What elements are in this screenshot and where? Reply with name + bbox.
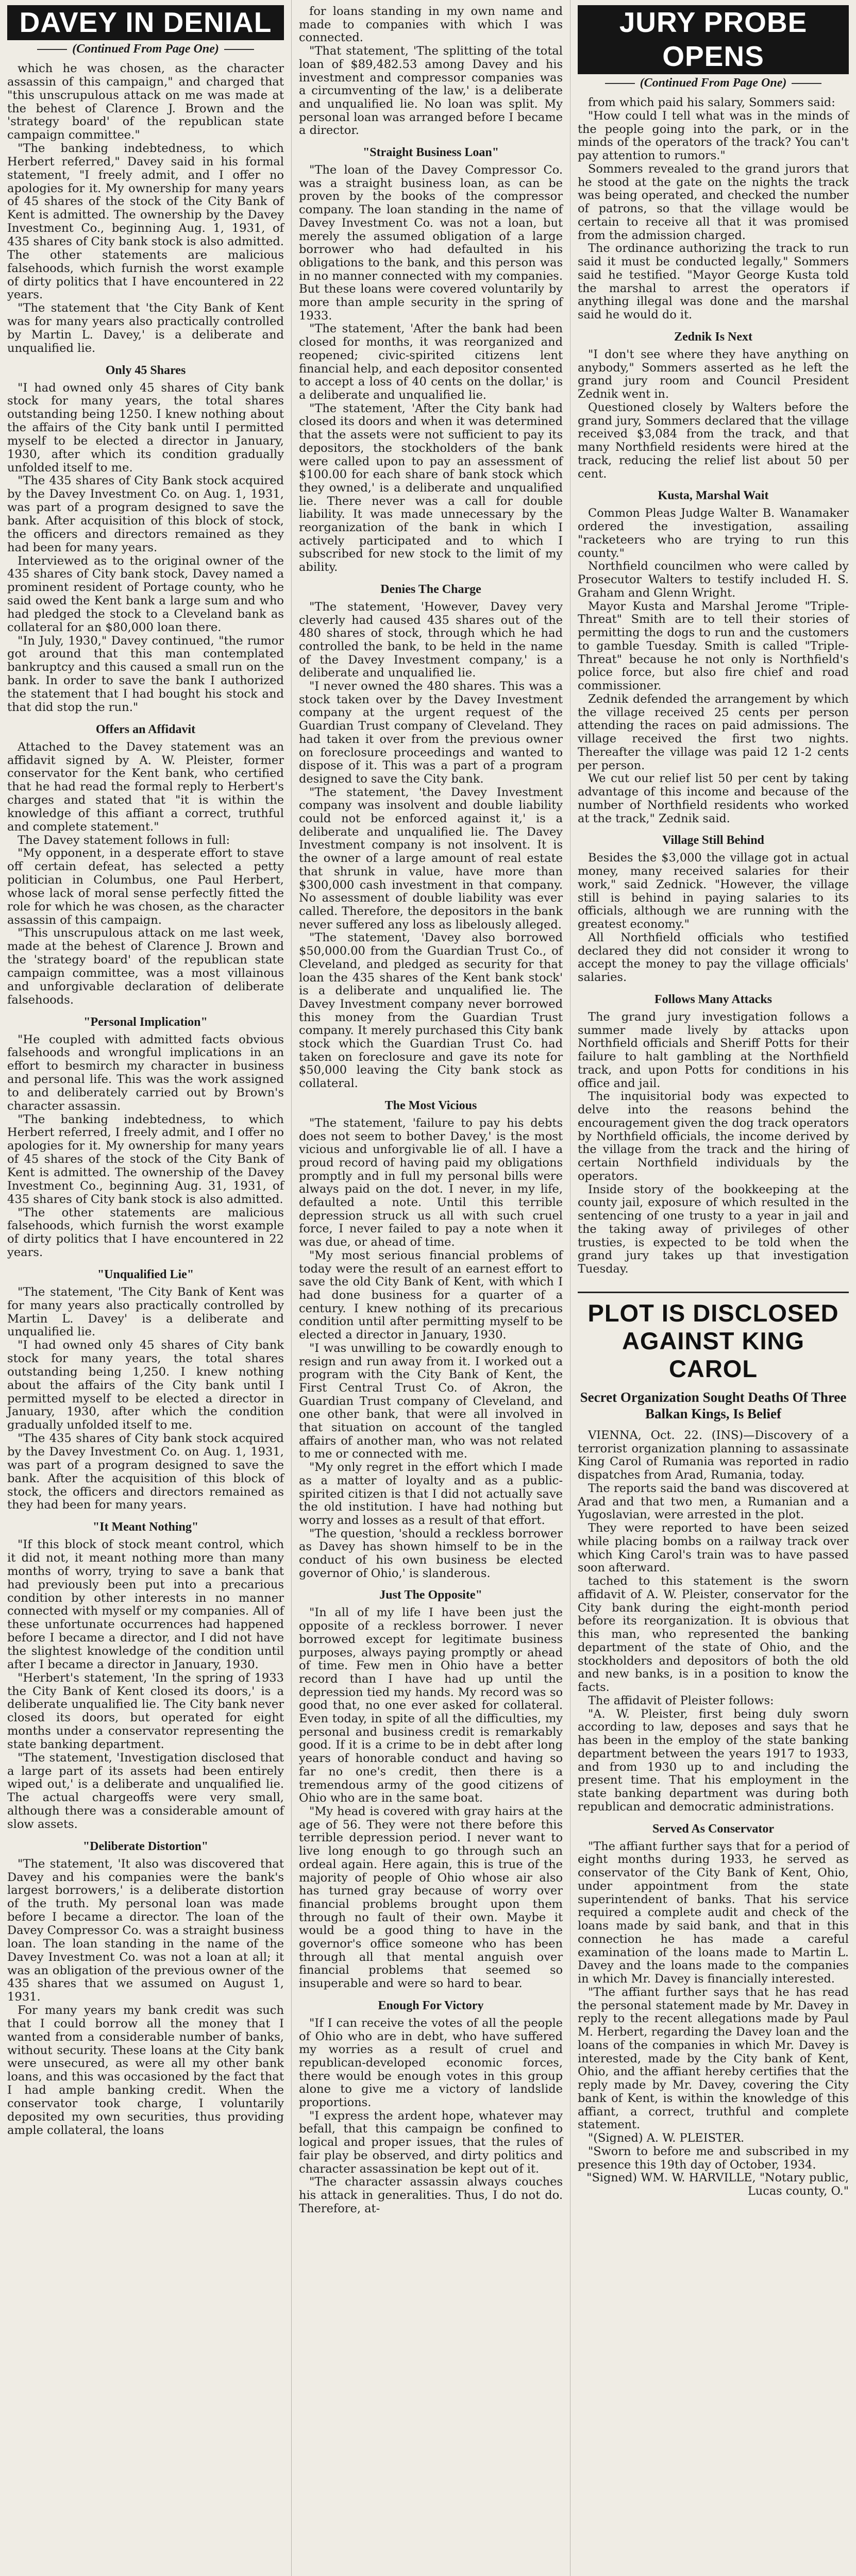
paragraph: "The statement that 'the City Bank of Kent was for many years also practically controlled by Martin L. Davey,' is a deliberate and unqualified lie. — [7, 301, 284, 355]
paragraph: "A. W. Pleister, first being duly sworn according to law, deposes and says that he has been in the employ of the state banking department between the years 1917 to 1933, and from 1930 up to and including the present time. That his employment in the state banking department was during both republican and democratic administrations. — [578, 1707, 849, 1814]
paragraph: "If this block of stock meant control, which it did not, it meant nothing more than many months of worry, trying to save a bank that had previously been put into a precarious condition by other interests in no manner connected with myself or my companies. All of these unfortunate occurrences had happened before I became a director, and I did not have the slightest knowledge of the condition until after I became a director in January, 1930. — [7, 1538, 284, 1671]
paragraph: which he was chosen, as the character assassin of this campaign," and charged that "this unscrupulous attack on me was made at the behest of Clarence J. Brown and the 'strategy board' of the republican state campaign committee." — [7, 62, 284, 142]
paragraph: All Northfield officials who testified declared they did not consider it wrong to accept the money to pay the village officials' salaries. — [578, 930, 849, 984]
paragraph: "The statement, 'However, Davey very cleverly had caused 435 shares out of the 480 shares of stock, through which he had controlled the bank, to be held in the name of the Davey Investment company,' is a deliberate and unqualified lie. — [299, 600, 563, 680]
paragraph: "The banking indebtedness, to which Herbert referred, I freely admit, and I offer no apologies for it. My ownership for many years of 45 shares of the stock of the City Bank of Kent is admitted. The ownership of the Davey Investment Co., beginning Aug. 31, 1931, of 435 shares of City bank stock is also admitted. — [7, 1112, 284, 1206]
paragraph: The Davey statement follows in full: — [18, 833, 230, 847]
subheading: Enough For Victory — [378, 1998, 484, 2012]
subheading: "Deliberate Distortion" — [82, 1839, 209, 1853]
paragraph: "My most serious financial problems of today were the result of an earnest effort to save the old City Bank of Kent, with which I had done business for a quarter of a century. I knew nothing of its precarious condition until after permitting myself to be elected a director in January, 1930. — [299, 1248, 563, 1342]
paragraph: "The loan of the Davey Compressor Co. was a straight business loan, as can be proven by the books of the compressor company. The loan standing in the name of Davey Investment Co. was not a loan, but merely the assumed obligation of a large borrower who had defaulted in his obligations to the bank, and this person was in no manner connected with my companies. But these loans were covered voluntarily by more than ample security in the spring of 1933. — [299, 163, 563, 323]
paragraph: "I had owned only 45 shares of City bank stock for many years, the total shares outstanding being 1250. I knew nothing about the affairs of the City bank until I permitted myself to be elected a director in January, 1930, after which its condition gradually unfolded itself to me. — [7, 381, 284, 474]
paragraph: "That statement, 'The splitting of the total loan of $89,482.53 among Davey and his investment and compressor companies was a circumventing of the law,' is a deliberate and unqualified lie. No loan was split. My personal loan was arranged before I became a director. — [299, 44, 563, 138]
paragraph: The inquisitorial body was expected to delve into the reasons behind the encouragement given the dog track operators by Northfield officials, the income derived by the village from the track and the hiring of certain Northfield individuals by the operators. — [578, 1090, 849, 1183]
continued-line: (Continued From Page One) — [7, 42, 284, 56]
paragraph: The reports said the band was discovered at Arad and that two men, a Rumanian and a Yugoslavian, were arrested in the plot. — [578, 1481, 849, 1522]
subheadline-deck: Secret Organization Sought Deaths Of Three Balkan Kings, Is Belief — [580, 1389, 847, 1421]
paragraph: "The question, 'should a reckless borrower as Davey has shown himself to be in the conduct of his own business be elected governor of Ohio,' is slanderous. — [299, 1527, 563, 1580]
headline-plot-disclosed: PLOT IS DISCLOSED AGAINST KING CAROL — [588, 1299, 839, 1382]
headline-box — [7, 5, 284, 40]
paragraph: Sommers revealed to the grand jurors that he stood at the gate on the nights the track was being operated, and checked the number of patrons, so that the village would be certain to receive all that it was promised from the admission charged. — [578, 162, 849, 242]
article-body — [7, 62, 284, 2138]
article-body — [578, 1429, 849, 2198]
paragraph: Interviewed as to the original owner of the 435 shares of City bank stock, Davey named a prominent resident of Portage county, who he said owed the Kent bank a large sum and who had pledged the stock to a Cleveland bank as collateral for an $80,000 loan there. — [7, 554, 284, 634]
paragraph: "Herbert's statement, 'In the spring of 1933 the City Bank of Kent closed its doors,' is a deliberate unqualified lie. The City bank never closed its doors, but operated for eight months under a conservator representing the state banking department. — [7, 1671, 284, 1751]
paragraph: Inside story of the bookkeeping at the county jail, exposure of which resulted in the sentencing of one trusty to a year in jail and the taking away of privileges of other trusties, is expected to be told when the grand jury takes up that investigation Tuesday. — [578, 1182, 849, 1276]
article-body — [578, 96, 849, 1276]
paragraph: "The 435 shares of City bank stock acquired by the Davey Investment Co. on Aug. 1, 1931, was part of a program designed to save the bank. After the acquisition of this block of stock, the officers and directors remained as they had been for many years. — [7, 1432, 284, 1512]
subheading: Served As Conservator — [652, 1822, 774, 1836]
paragraph: from which paid his salary, Sommers said: — [588, 96, 835, 109]
paragraph: "I express the ardent hope, whatever may befall, that this campaign be confined to logical and proper issues, that the rules of fair play be observed, and dirty politics and character assassination be kept out of it. — [299, 2109, 563, 2176]
paragraph: Mayor Kusta and Marshal Jerome "Triple-Threat" Smith are to tell their stories of permitting the dogs to run and the customers to gamble Tuesday. Smith is called "Triple-Threat" because he not only is Northfield's police force, but also fire chief and road commissioner. — [578, 599, 849, 692]
paragraph: "(Signed) A. W. PLEISTER. — [588, 2131, 745, 2145]
paragraph: "The character assassin always couches his attack in generalities. Thus, I do not do. Therefore, at- — [299, 2175, 563, 2215]
paragraph: "In July, 1930," Davey continued, "the rumor got around that this man contemplated bankruptcy and this caused a small run on the bank. In order to save the bank I authorized the statement that I had bought his stock and that did stop the run." — [7, 634, 284, 714]
paragraph: "My opponent, in a desperate effort to stave off certain defeat, has selected a petty politician in Columbus, one Paul Herbert, whose lack of moral sense perfectly fitted the role for which he was chosen, as the character assassin of this campaign. — [7, 846, 284, 927]
paragraph: "The statement, 'Davey also borrowed $50,000.00 from the Guardian Trust Co., of Cleveland, and pledged as security for that loan the 435 shares of the Kent bank stock' is a deliberate and unqualified lie. The Davey Investment company never borrowed this money from the Guardian Trust company. It merely purchased this City bank stock which the Guardian Trust Co. had taken on foreclosure and gave its note for $50,000 leaving the City bank stock as collateral. — [299, 931, 563, 1091]
subheading: Offers an Affidavit — [95, 722, 196, 736]
headline-box — [578, 5, 849, 74]
paragraph: "The 435 shares of City Bank stock acquired by the Davey Investment Co. on Aug. 1, 1931, was part of a program designed to save the bank. After acquisition of this block of stock, the officers and directors remained as they had been for many years. — [7, 474, 284, 554]
paragraph: tached to this statement is the sworn affidavit of A. W. Pleister, conservator for the City bank during the eight-month period before its reorganization. It is obvious that this man, who represented the banking department of the state of Ohio, and the stockholders and depositors of both the old and new banks, is in a position to know the facts. — [578, 1574, 849, 1694]
paragraph: Questioned closely by Walters before the grand jury, Sommers declared that the village received $3,084 from the track, and that many Northfield residents were hired at the track, reducing the relief list about 50 per cent. — [578, 400, 849, 481]
paragraph: VIENNA, Oct. 22. (INS)—Discovery of a terrorist organization planning to assassinate King Carol of Rumania was reported in radio dispatches from Arad, Rumania, today. — [578, 1428, 849, 1482]
paragraph: "The affiant further says that he has read the personal statement made by Mr. Davey in reply to the recent allegations made by Paul M. Herbert, regarding the Davey loan and the loans of the companies in which Mr. Davey is interested, made by the City bank of Kent, Ohio, and the affiant hereby certifies that the reply made by Mr. Davey, covering the City bank of Kent, is within the knowledge of this affiant, a correct, truthful and complete statement. — [578, 1985, 849, 2132]
subheading: Village Still Behind — [662, 834, 764, 848]
paragraph: The affidavit of Pleister follows: — [588, 1693, 774, 1707]
paragraph: "I never owned the 480 shares. This was a stock taken over by the Davey Investment company at the urgent request of the Guardian Trust company of Cleveland. They had taken it over from the previous owner on foreclosure proceedings and wanted to dispose of it. This was a part of a program designed to save the City bank. — [299, 680, 563, 786]
column-davey-continued — [291, 0, 570, 2576]
paragraph: "The other statements are malicious falsehoods, which furnish the worst example of dirty politics that I have encountered in 22 years. — [7, 1206, 284, 1260]
column-jury-probe — [570, 0, 856, 2576]
subheading: The Most Vicious — [384, 1098, 477, 1112]
paragraph: Zednik defended the arrangement by which the village received 25 cents per person attending the races on paid admissions. The village received the first two nights. Thereafter the village was paid 12 1-2 cents per person. — [578, 692, 849, 772]
paragraph: "How could I tell what was in the minds of the people going into the park, or in the minds of the operators of the track? You can't pay attention to rumors." — [578, 109, 849, 162]
continued-line: (Continued From Page One) — [578, 76, 849, 90]
subheading: Zednik Is Next — [674, 330, 753, 344]
paragraph: "The statement, 'Investigation disclosed that a large part of its assets had been entirely wiped out,' is a deliberate and unqualified lie. The actual chargeoffs were very small, although there was a considerable amount of slow assets. — [7, 1751, 284, 1831]
plot-article — [578, 1292, 849, 2198]
paragraph: "My only regret in the effort which I made as a matter of loyalty and as a public-spirited citizen is that I did not actually save the old institution. I have had nothing but worry and losses as a result of that effort. — [299, 1461, 563, 1527]
subheading: "It Meant Nothing" — [92, 1520, 199, 1534]
paragraph: "The banking indebtedness, to which Herbert referred," Davey said in his formal statement, "I freely admit, and I offer no apologies for it. My ownership for many years of 45 shares of the stock of the City Bank of Kent is admitted. The ownership by the Davey Investment Co., beginning Aug. 1, 1931, of 435 shares of City bank stock is also admitted. The other statements are malicious falsehoods, which furnish the worst example of dirty politics that I have encountered in 22 years. — [7, 142, 284, 302]
signature-line: "Signed) WM. W. HARVILLE, "Notary public, Lucas county, O." — [586, 2171, 849, 2198]
paragraph: "The statement, 'failure to pay his debts does not seem to bother Davey,' is the most vicious and unforgivable lie of all. I have a proud record of having paid my obligations promptly and in full my personal bills were always paid on the dot. I never, in my life, defaulted a note. Until this terrible depression struck us all with such cruel force, I never failed to pay a note when it was due, or ahead of time. — [299, 1116, 563, 1249]
subheading: "Straight Business Loan" — [362, 146, 499, 160]
paragraph: "I don't see where they have anything on anybody," Sommers asserted as he left the grand jury room and Council President Zednik went in. — [578, 347, 849, 401]
column-davey-in-denial — [0, 0, 291, 2576]
paragraph: "The statement, 'It also was discovered that Davey and his companies were the bank's largest borrowers,' is a deliberate distortion of the truth. My personal loan was made before I became a director. The loan of the Davey Compressor Co. was a straight business loan. The loan standing in the name of the Davey Investment Co. was not a loan at all; it was an obligation of the previous owner of the 435 shares that we assumed on August 1, 1931. — [7, 1857, 284, 2004]
subheading: "Personal Implication" — [83, 1015, 208, 1029]
subheading: Just The Opposite" — [379, 1588, 482, 1602]
paragraph: "The statement, 'The City Bank of Kent was for many years also practically controlled by Martin L. Davey' is a deliberate and unqualified lie. — [7, 1285, 284, 1339]
paragraph: "The statement, 'After the bank had been closed for months, it was reorganized and reopened; civic-spirited citizens lent financial help, and each depositor consented to accept a loss of 40 cents on the dollar,' is a deliberate and unqualified lie. — [299, 322, 563, 402]
paragraph: For many years my bank credit was such that I could borrow all the money that I wanted from a considerable number of banks, without security. These loans at the City bank were unsecured, as were all my other bank loans, and this was occasioned by the fact that I had ample banking credit. When the conservator took charge, I voluntarily deposited my own securities, thus providing ample collateral, the loans — [7, 2004, 284, 2137]
article-body — [299, 5, 563, 2215]
paragraph: "In all of my life I have been just the opposite of a reckless borrower. I never borrowed except for legitimate business purposes, always paying promptly or ahead of time. Few men in Ohio have a better record than I have had up until the depression tied my hands. My record was so good that, no one ever asked for collateral. Even today, in spite of all the difficulties, my personal and business credit is remarkably good. If it is a crime to be in debt after long years of honorable conduct and having so far no one's credit, then there is a tremendous army of the good citizens of Ohio who are in the same boat. — [299, 1606, 563, 1805]
paragraph: The ordinance authorizing the track to run said it must be conducted legally," Sommers said he testified. "Mayor George Kusta told the marshal to arrest the operators if anything illegal was done and the marshal said he would do it. — [578, 242, 849, 321]
paragraph: "He coupled with admitted facts obvious falsehoods and wrongful implications in an effort to besmirch my character in business and personal life. This was the work assigned to and deliberately carried out by Brown's character assassin. — [7, 1032, 284, 1113]
paragraph: Northfield councilmen who were called by Prosecutor Walters to testify included H. S. Graham and Glenn Wright. — [578, 560, 849, 600]
paragraph: We cut our relief list 50 per cent by taking advantage of this income and because of the number of Northfield residents who worked at the track," Zednik said. — [578, 772, 849, 825]
paragraph: The grand jury investigation follows a summer made lively by attacks upon Northfield officials and Sheriff Potts for their failure to halt gambling at the Northfield track, and upon Potts for conditions in his office and jail. — [578, 1010, 849, 1090]
headline-davey-in-denial: DAVEY IN DENIAL — [19, 6, 272, 38]
paragraph: Besides the $3,000 the village got in actual money, many received salaries for their work," said Zednick. "However, the village still is behind in paying salaries to its officials, although we are running with the greatest economy." — [578, 851, 849, 931]
subheading: Denies The Charge — [380, 582, 481, 596]
paragraph: They were reported to have been seized while placing bombs on a railway track over which King Carol's train was to have passed soon afterward. — [578, 1521, 849, 1575]
subheading: "Unqualified Lie" — [97, 1267, 194, 1281]
paragraph: Common Pleas Judge Walter B. Wanamaker ordered the investigation, assailing "racketeers who are trying to run this county." — [578, 506, 849, 560]
paragraph: "This unscrupulous attack on me last week, made at the behest of Clarence J. Brown and the 'strategy board' of the republican state campaign committee, was a most villainous and unforgivable declaration of deliberate falsehoods. — [7, 926, 284, 1007]
subheading: Only 45 Shares — [105, 363, 186, 377]
paragraph: "If I can receive the votes of all the people of Ohio who are in debt, who have suffered my worries as a result of cruel and republican-developed economic forces, there would be enough votes in this group alone to give me a victory of landslide proportions. — [299, 2016, 563, 2110]
paragraph: "Sworn to before me and subscribed in my presence this 19th day of October, 1934. — [578, 2144, 849, 2172]
paragraph: "The affiant further says that for a period of eight months during 1933, he served as conservator of the City Bank of Kent, Ohio, under appointment from the state superintendent of banks. That his service required a complete audit and check of the loans made by said bank, and that in this connection he has made a careful examination of the loans made to Martin L. Davey and the loans made to the companies in which Mr. Davey is financially interested. — [578, 1839, 849, 1986]
paragraph: "The statement, 'After the City bank had closed its doors and when it was determined that the assets were not sufficient to pay its depositors, the stockholders of the bank were called upon to pay an assessment of $100.00 for each share of bank stock which they owned,' is a deliberate and unqualified lie. There never was a call for double liability. It was made unnecessary by the reorganization of the bank in which I actively participated and to which I subscribed for new stock to the limit of my ability. — [299, 401, 563, 574]
subheading: Kusta, Marshal Wait — [658, 489, 769, 503]
paragraph: "My head is covered with gray hairs at the age of 56. They were not there before this terrible depression period. I never want to live long enough to go through such an ordeal again. Here again, this is true of the majority of people of Ohio whose air also has turned gray because of worry over financial problems brought upon them through no fault of their own. Maybe it would be a good thing to have in the governor's office someone who has been through all that mental anguish over financial problems that seemed so insuperable and were so hard to bear. — [299, 1805, 563, 1991]
paragraph: "I had owned only 45 shares of City bank stock for many years, the total shares outstanding being 1,250. I knew nothing about the affairs of the City bank until I permitted myself to be elected a director in January, 1930, after which the condition gradually unfolded itself to me. — [7, 1338, 284, 1432]
paragraph: for loans standing in my own name and made to companies with which I was connected. — [299, 5, 563, 45]
subheading: Follows Many Attacks — [654, 992, 772, 1006]
headline-jury-probe-opens: JURY PROBE OPENS — [619, 6, 808, 72]
paragraph: "I was unwilling to be cowardly enough to resign and run away from it. I worked out a program with the City Bank of Kent, the First Central Trust Co. of Akron, the Guardian Trust company of Cleveland, and one other bank, that were all involved in that situation on account of the tangled affairs of another man, who was not related to me or connected with me. — [299, 1341, 563, 1461]
paragraph: "The statement, 'the Davey Investment company was insolvent and double liability could not be enforced against it,' is a deliberate and unqualified lie. The Davey Investment company is not insolvent. It is the owner of a large amount of real estate that shrunk in value, have more than $300,000 cash investment in that company. No assessment of double liability was ever called. Therefore, the depositors in the bank never suffered any loss as libelously alleged. — [299, 785, 563, 931]
paragraph: Attached to the Davey statement was an affidavit signed by A. W. Pleister, former conservator for the Kent bank, who certified that he had read the formal reply to Herbert's charges and stated that "it is within the knowledge of this affiant a correct, truthful and complete statement." — [7, 740, 284, 834]
